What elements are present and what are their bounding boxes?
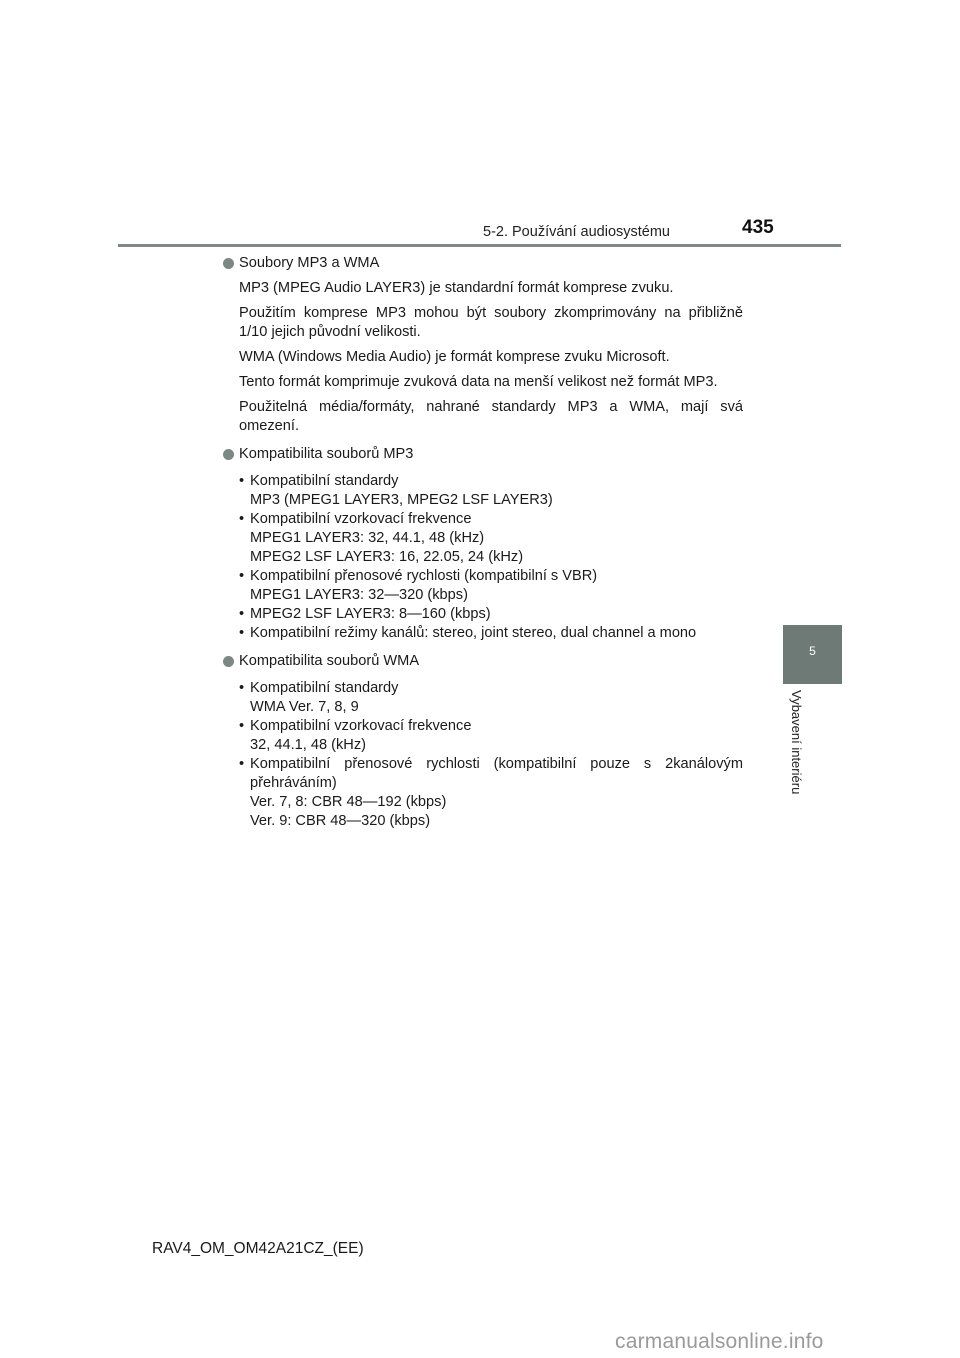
paragraph: Tento formát komprimuje zvuková data na menší velikost než formát MP3. — [239, 374, 718, 390]
list-item-label: Kompatibilní přenosové rychlosti (kompatibilní pouze s 2kanálovým přehráváním) — [250, 756, 743, 791]
list-item-detail: Ver. 7, 8: CBR 48—192 (kbps) — [250, 794, 447, 810]
paragraph: Použitím komprese MP3 mohou být soubory zkomprimovány na přibližně 1/10 jejich původní velikosti. — [239, 305, 743, 340]
list-item-label: Kompatibilní přenosové rychlosti (kompatibilní s VBR) — [250, 568, 598, 584]
page-content — [223, 254, 743, 831]
watermark: carmanualsonline.info — [615, 1330, 824, 1353]
list-item — [239, 567, 743, 605]
list-item-label: Kompatibilní režimy kanálů: stereo, joint stereo, dual channel a mono — [250, 625, 697, 641]
list-item — [239, 605, 743, 624]
list-item — [239, 755, 743, 831]
list-item — [239, 472, 743, 510]
running-header-section: 5-2. Používání audiosystému — [483, 224, 670, 240]
section-heading — [223, 445, 743, 464]
paragraph: MP3 (MPEG Audio LAYER3) je standardní formát komprese zvuku. — [239, 280, 674, 296]
list-item-label: Kompatibilní standardy — [250, 473, 399, 489]
list-item-label: Kompatibilní standardy — [250, 680, 399, 696]
section-heading-text: Kompatibilita souborů WMA — [239, 653, 420, 669]
header-divider — [118, 244, 841, 247]
list-item — [239, 679, 743, 717]
spec-list — [239, 472, 743, 643]
list-item-detail: Ver. 9: CBR 48—320 (kbps) — [250, 813, 431, 829]
section-wma-compatibility — [223, 652, 743, 831]
section-mp3-wma — [223, 254, 743, 436]
paragraph: Použitelná média/formáty, nahrané standardy MP3 a WMA, mají svá omezení. — [239, 399, 743, 434]
footer-model-code: RAV4_OM_OM42A21CZ_(EE) — [152, 1240, 364, 1257]
section-heading — [223, 254, 743, 273]
list-item — [239, 510, 743, 567]
list-item-detail: MP3 (MPEG1 LAYER3, MPEG2 LSF LAYER3) — [250, 492, 553, 508]
bullet-dot-icon — [223, 656, 234, 667]
list-item — [239, 624, 743, 643]
list-item-detail: MPEG2 LSF LAYER3: 16, 22.05, 24 (kHz) — [250, 549, 524, 565]
section-heading-text: Kompatibilita souborů MP3 — [239, 446, 414, 462]
bullet-dot-icon — [223, 449, 234, 460]
list-item-detail: MPEG1 LAYER3: 32—320 (kbps) — [250, 587, 468, 603]
section-heading — [223, 652, 743, 671]
list-item-label: Kompatibilní vzorkovací frekvence — [250, 511, 472, 527]
page-number: 435 — [742, 217, 774, 238]
list-item-detail: 32, 44.1, 48 (kHz) — [250, 737, 366, 753]
list-item-label: Kompatibilní vzorkovací frekvence — [250, 718, 472, 734]
list-item-label: MPEG2 LSF LAYER3: 8—160 (kbps) — [250, 606, 491, 622]
section-heading-text: Soubory MP3 a WMA — [239, 255, 380, 271]
chapter-tab-label: Vybavení interiéru — [789, 690, 804, 795]
list-item-detail: MPEG1 LAYER3: 32, 44.1, 48 (kHz) — [250, 530, 485, 546]
list-item-detail: WMA Ver. 7, 8, 9 — [250, 699, 359, 715]
section-mp3-compatibility — [223, 445, 743, 643]
chapter-tab-number: 5 — [809, 644, 816, 658]
paragraph: WMA (Windows Media Audio) je formát komprese zvuku Microsoft. — [239, 349, 670, 365]
list-item — [239, 717, 743, 755]
bullet-dot-icon — [223, 258, 234, 269]
spec-list — [239, 679, 743, 831]
